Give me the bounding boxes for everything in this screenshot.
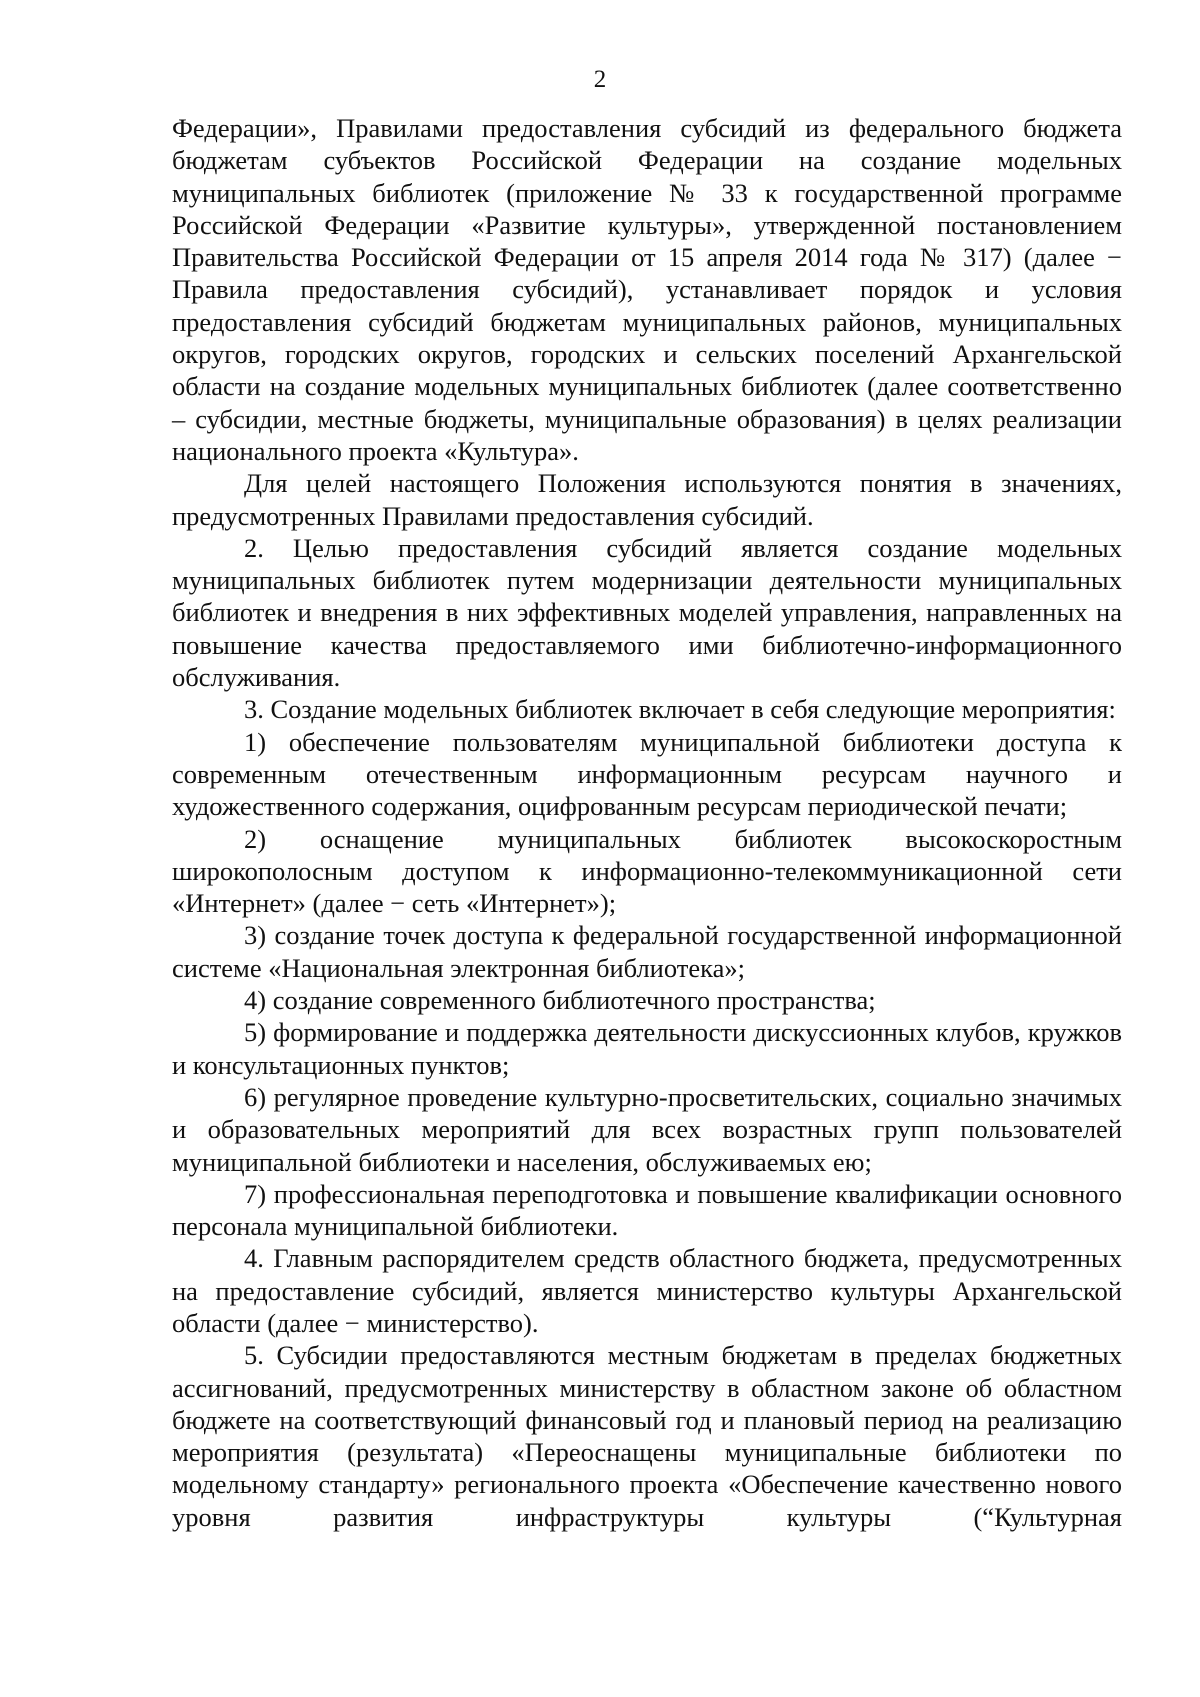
paragraph-item-3: 3. Создание модельных библиотек включает в себя следующие мероприятия: [244,694,1116,725]
paragraph-item-4: 4. Главным распорядителем средств областного бюджета, предусмотренных на предоставление субсидий, является министерство культуры Архангельской области (далее − министерство). [172,1243,1122,1338]
paragraph-item-5: 5. Субсидии предоставляются местным бюджетам в пределах бюджетных ассигнований, предусмотренных министерству в областном законе об областном бюджете на соответствующий финансовый год и плановый период на реализацию мероприятия (результата) «Переоснащены муниципальные библиотеки по модельному стандарту» регионального проекта «Обеспечение качественно нового уровня развития инфраструктуры культуры (“Культурная [172,1340,1122,1532]
paragraph-item-2: 2. Целью предоставления субсидий является создание модельных муниципальных библиотек путем модернизации деятельности муниципальных библиотек и внедрения в них эффективных моделей управления, направленных на повышение качества предоставляемого ими библиотечно-информационного обслуживания. [172,532,1122,693]
paragraph-subitem-5: 5) формирование и поддержка деятельности дискуссионных клубов, кружков и консультационных пунктов; [172,1017,1122,1080]
paragraph-subitem-7: 7) профессиональная переподготовка и повышение квалификации основного персонала муниципальной библиотеки. [172,1178,1122,1242]
paragraph-subitem-6: 6) регулярное проведение культурно-просветительских, социально значимых и образовательных мероприятий для всех возрастных групп пользователей муниципальной библиотеки и населения, обслуживаемых ею; [172,1081,1122,1177]
paragraph-subitem-2: 2) оснащение муниципальных библиотек высокоскоростным широкополосным доступом к информационно-телекоммуникационной сети «Интернет» (далее − сеть «Интернет»); [172,823,1122,919]
paragraph-intro-continuation: Федерации», Правилами предоставления субсидий из федерального бюджета бюджетам субъектов Российской Федерации на создание модельных муниципальных библиотек (приложение № 33 к государственной программе Российской Федерации «Развитие культуры», утвержденной постановлением Правительства Российской Федерации от 15 апреля 2014 года № 317) (далее − Правила предоставления субсидий), устанавливает порядок и условия предоставления субсидий бюджетам муниципальных районов, муниципальных округов, городских округов, городских и сельских поселений Архангельской области на создание модельных муниципальных библиотек (далее соответственно – субсидии, местные бюджеты, муниципальные образования) в целях реализации национального проекта «Культура». [172,113,1122,466]
paragraph-subitem-4: 4) создание современного библиотечного пространства; [244,985,876,1016]
paragraph-subitem-1: 1) обеспечение пользователям муниципальной библиотеки доступа к современным отечественным информационным ресурсам научного и художественного содержания, оцифрованным ресурсам периодической печати; [172,726,1122,822]
paragraph-definitions: Для целей настоящего Положения используются понятия в значениях, предусмотренных Правилами предоставления субсидий. [172,468,1122,531]
page-number: 2 [593,66,607,93]
paragraph-subitem-3: 3) создание точек доступа к федеральной государственной информационной системе «Национальная электронная библиотека»; [172,920,1122,983]
document-body [172,112,1122,1533]
